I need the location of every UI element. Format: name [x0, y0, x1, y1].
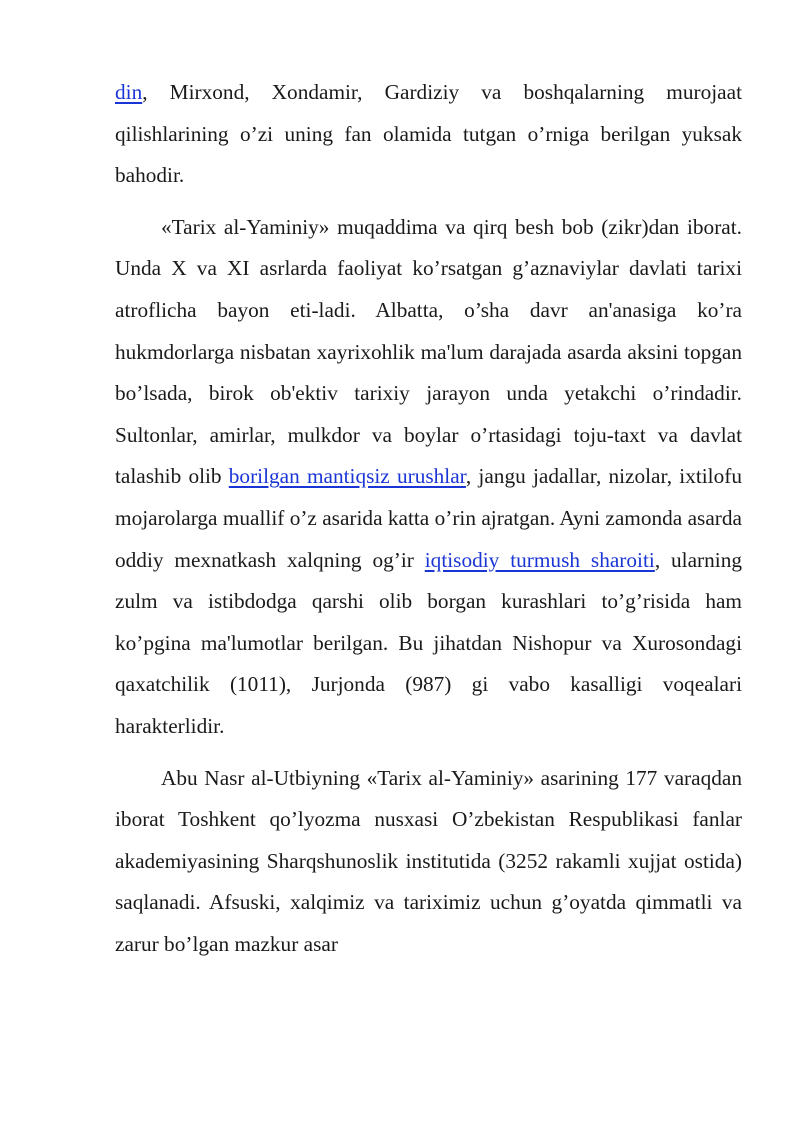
paragraph-2-text-a: «Tarix al-Yaminiy» muqaddima va qirq besh bob (zikr)dan iborat. Unda X va XI asrlarda faoliyat ko’rsatgan g’aznaviylar davlati tarixi atroflicha bayon eti-ladi. Albatta, o’sha davr an'anasiga ko’ra hukmdorlarga nisbatan xayrixohlik ma'lum darajada asarda aksini topgan bo’lsada, birok ob'ektiv tarixiy jarayon unda yetakchi o’rindadir. Sultonlar, amirlar, mulkdor va boylar o’rtasidagi toju-taxt va davlat talashib olib	[115, 214, 742, 489]
paragraph-2	[115, 207, 742, 748]
paragraph-3-text: Abu Nasr al-Utbiyning «Tarix al-Yaminiy» asarining 177 varaqdan iborat Toshkent qo’lyozma nusxasi O’zbekistan Respublikasi fanlar akademiyasining Sharqshunoslik institutida (3252 rakamli xujjat ostida) saqlanadi. Afsuski, xalqimiz va tariximiz uchun g’oyatda qimmatli va zarur bo’lgan mazkur asar	[115, 765, 742, 956]
document-page	[115, 72, 742, 965]
paragraph-3	[115, 758, 742, 966]
paragraph-2-text-c: , ularning zulm va istibdodga qarshi olib borgan kurashlari to’g’risida ham ko’pgina ma'lumotlar berilgan. Bu jihatdan Nishopur va Xurosondagi qaxatchilik (1011), Jurjonda (987) gi vabo kasalligi voqealari harakterlidir.	[115, 547, 743, 738]
paragraph-1-text: , Mirxond, Xondamir, Gardiziy va boshqalarning murojaat qilishlarining o’zi uning fan olamida tutgan o’rniga berilgan yuksak bahodir.	[115, 80, 742, 188]
link-borilgan-mantiqsiz-urushlar[interactable]: borilgan mantiqsiz urushlar	[228, 464, 466, 489]
paragraph-2-text-b: , jangu jadallar, nizolar, ixtilofu mojarolarga muallif o’z asarida katta o’rin ajratgan. Ayni zamonda asarda oddiy mexnatkash xalqning og’ir	[115, 464, 742, 572]
paragraph-1	[115, 72, 742, 197]
link-iqtisodiy-turmush-sharoiti[interactable]: iqtisodiy turmush sharoiti	[424, 547, 655, 572]
link-din[interactable]: din	[115, 80, 143, 104]
